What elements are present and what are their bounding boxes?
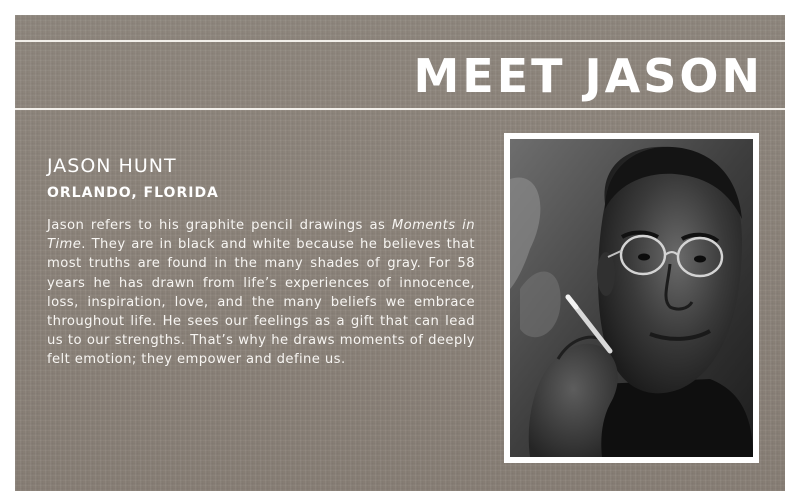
ear-shape [597, 252, 615, 296]
portrait-photo [510, 139, 753, 457]
header-rule-top [15, 40, 785, 42]
artist-location: ORLANDO, FLORIDA [47, 185, 219, 201]
header-rule-bottom [15, 108, 785, 110]
artist-bio [47, 216, 475, 370]
bio-intro: Jason refers to his graphite pencil drawings as [47, 218, 392, 233]
bio-title-italic: Moments in Time [47, 218, 475, 253]
page-title: MEET JASON [413, 49, 763, 103]
bio-body: . They are in black and white because he believes that most truths are found in the many shades of gray. For 58 years he has drawn from life’s experiences of innocence, loss, inspiration, love, and the many beliefs we embrace throughout life. He sees our feelings as a gift that can lead us to our strengths. That’s why he draws moments of deeply felt emotion; they empower and define us. [47, 237, 475, 368]
left-eye [638, 254, 650, 261]
portrait-frame [504, 133, 759, 463]
intro-card [15, 15, 785, 491]
artist-name: JASON HUNT [47, 155, 177, 177]
right-eye [694, 256, 706, 263]
